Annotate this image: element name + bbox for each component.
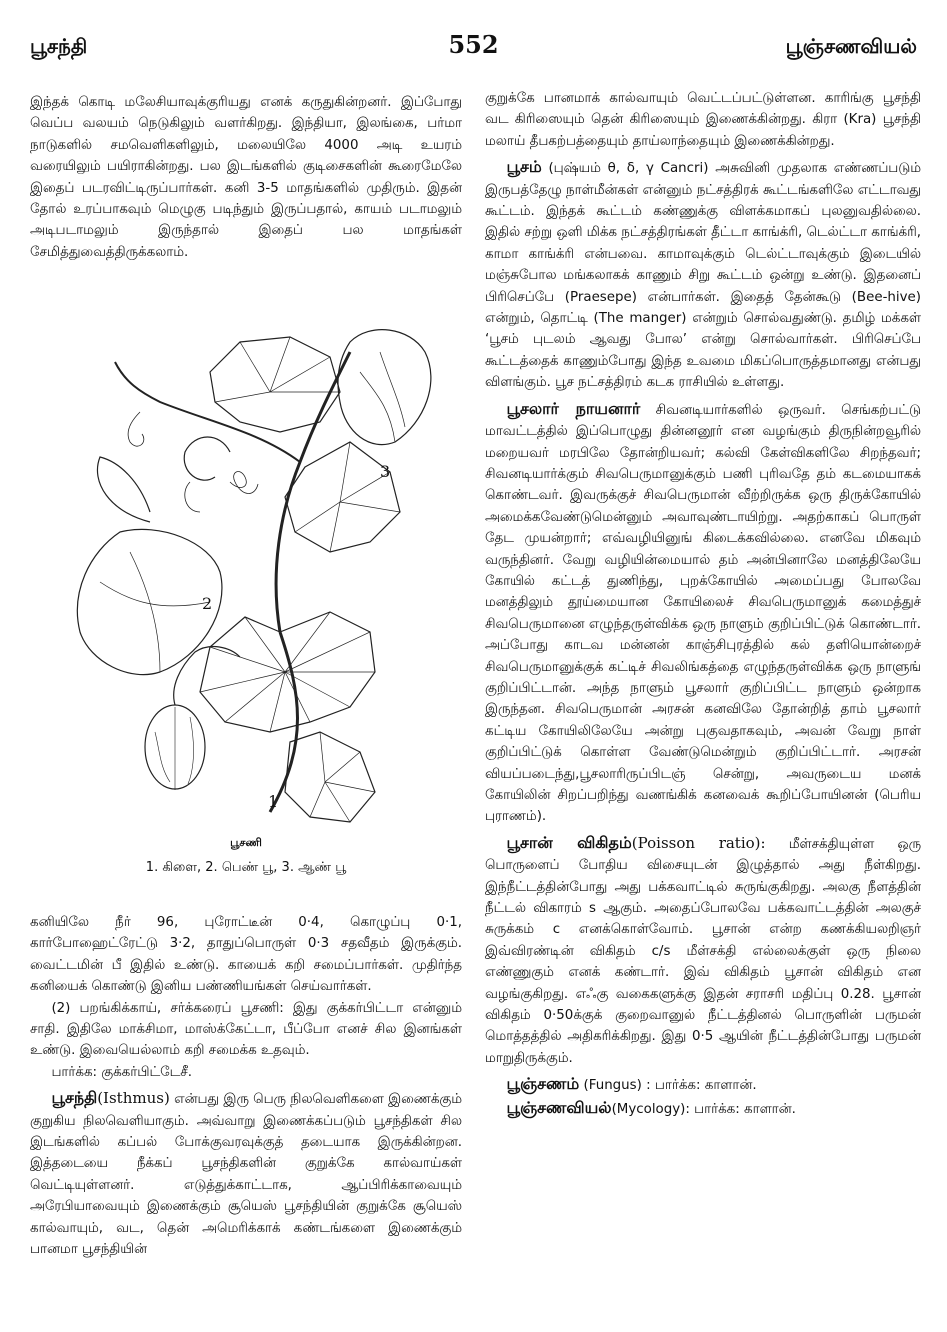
headword-latin: (Isthmus) <box>97 1089 170 1108</box>
entry-mycology <box>485 1097 921 1120</box>
entry-text: என்பது இரு பெரு நிலவெளிகளை இணைக்கும் குறுகிய நிலவெளியாகும். அவ்வாறு இணைக்கப்படும் பூசந்திகள் சில இடங்களில் கப்பல் போக்குவரவுக்குத் தடையாக இருக்கின்றன. இத்தடையை நீக்கப் பூசந்திகளின் குறுக்கே கால்வாய்கள் வெட்டியுள்ளனர். எடுத்துக்காட்டாக, ஆப்பிரிக்காவையும் அரேபியாவையும் இணைக்கும் சூயெஸ் பூசந்தியின் குறுக்கே சூயெஸ் கால்வாயும், வட, தென் அமெரிக்காக் கண்டங்களை இணைக்கும் பானமா பூசந்தியின் <box>30 1092 462 1258</box>
headword-latin: (Poisson ratio): <box>631 833 766 852</box>
headword: பூசம் <box>506 157 542 177</box>
see-also: பார்க்க: குக்கர்பிட்டேசீ. <box>51 1064 192 1080</box>
figure-label-1: 1 <box>268 792 279 811</box>
paragraph: குறுக்கே பானமாக் கால்வாயும் வெட்டப்பட்டுள்ளன. காரிங்கு பூசந்தி வட கிரிஸையும் தென் கிரிஸையும் இணைக்கின்றது. கிரா (Kra) பூசந்தி மலாய் தீபகற்பத்தையும் தாய்லாந்தையும் இணைக்கின்றது. <box>485 91 921 149</box>
entry-text: மீள்சக்தியுள்ள ஒரு பொருளைப் போதிய விசையுடன் இழுத்தால் அது நீள்கிறது. இந்நீட்டத்தின்போது அது பக்கவாட்டில் சுருங்குகிறது. அலகு நீளத்தின் நீட்டல் விகாரம் s ஆகும். அதைப்போலவே பக்கவாட்டத்தின் அலகுச் சுருக்கம் c எனக்கொள்வோம். பூசான் என்ற கணக்கியலறிஞர் இவ்விரண்டின் விகிதம் c/s மீள்சக்தி எல்லைக்குள் ஒரு நிலை எண்ணுகும் எனக் கண்டார். இவ் விகிதம் பூசான் விகிதம் என வழங்குகிறது. எஃகு வகைகளுக்கு இதன் சராசரி மதிப்பு 0.28. பூசான் விகிதம் 0·50க்குக் குறைவானுல் நீட்டத்தினல் பொருளின் பருமன் மொத்தத்தில் அதிகரிக்கிறது. இது 0·5 ஆயின் நீட்டத்தின்போது பருமன் மாறுதிருக்கும். <box>485 836 922 1066</box>
entry-poosalar <box>485 398 921 828</box>
figure-title: பூசணி <box>230 836 262 849</box>
paragraph: இந்தக் கொடி மலேசியாவுக்குரியது எனக் கருதுகின்றனர். இப்போது வெப்ப வலயம் நெடுகிலும் வளர்கிறது. இந்தியா, இலங்கை, பர்மா நாடுகளில் சமவெளிகளிலும், மலையிலே 4000 அடி உயரம் வரையிலும் பயிராகின்றது. பல இடங்களில் குடிசைகளின் கூரைமேலே இதைப் படரவிட்டிருப்பார்கள். கனி 3-5 மாதங்களில் முதிரும். இதன் தோல் உரப்பாகவும் மெழுகு படிந்தும் இருப்பதால், காயம் படாமலும் அடிபடாமலும் இருந்தால் இதைப் பல மாதங்கள் சேமித்துவைத்திருக்கலாம். <box>30 95 462 260</box>
entry-fungus <box>485 1073 921 1096</box>
entry-poisson <box>485 832 921 1069</box>
entry-text: சிவனடியார்களில் ஒருவர். செங்கற்பட்டு மாவட்டத்தில் இப்பொழுது தின்னனூர் என வழங்கும் திருநின்றவூரில் மறையவர் மரபிலே தோன்றியவர்; கல்வி கேள்விகளிலே சிறந்தவர்; சிவனடியார்க்கும் சிவபெருமானுக்கும் பணி புரிவதே தம் கடமையாகக் கொண்டவர். இவருக்குச் சிவபெருமான் வீற்றிருக்க ஒரு திருக்கோயில் அமைக்கவேண்டுமென்னும் அவாவுண்டாயிற்று. அதற்காகப் பொருள் தேட முயன்றார்; எவ்வழியினுங் கிடைக்கவில்லை. எனவே மிகவும் வருந்தினர். வேறு வழியின்மையால் தம் அன்பினாலே மனத்திலேயே கோயில் கட்டத் துணிந்து, புறக்கோயில் அமைப்பது போலவே மனத்திலும் தூய்மையான கோயிலைச் சிவபெருமானுக் கமைத்துச் சிவபெருமானை எழுந்தருள்விக்க ஒரு நாளும் குறிப்பிட்டுக் கொண்டார். அப்போது காடவ மன்னன் காஞ்சிபுரத்தில் கல் தளியொன்றைச் சிவபெருமானுக்குக் கட்டிச் சிவலிங்கத்தை எழுந்தருள்விக்க ஒரு நாளுங் குறிப்பிட்டான். அந்த நாளும் பூசலார் குறிப்பிட்ட நாளும் ஒன்றாக இருந்தன. சிவபெருமான் அரசன் கனவிலே தோன்றித் தாம் பூசலார் கட்டிய கோயிலிலேயே அன்று புகுவதாகவும், அவன் வேறு நாள் குறிப்பிட்டுக் கொள்ள வேண்டுமென்றும் குறிப்பிட்டார். அரசன் வியப்படைந்து,பூசலாரிருப்பிடஞ் சென்று, அவருடைய மனக் கோயிலின் சிறப்பறிந்து வணங்கிக் கனவைக் கூறிப்போயினன் (பெரிய புராணம்). <box>485 402 921 825</box>
headword: பூஞ்சணவியல் <box>506 1097 612 1117</box>
pumpkin-plant-drawing <box>30 312 462 832</box>
running-head-right: பூஞ்சணவியல் <box>785 34 917 58</box>
figure-caption: 1. கிளை, 2. பெண் பூ, 3. ஆண் பூ <box>145 860 347 875</box>
pumpkin-illustration <box>30 312 462 880</box>
left-column-top <box>30 92 462 263</box>
headword: பூஞ்சணம் <box>506 1074 580 1094</box>
headword: பூசான் விகிதம் <box>506 832 632 852</box>
paragraph: கனியிலே நீர் 96, புரோட்டீன் 0·4, கொழுப்பு 0·1, கார்போஹைட்ரேட்டு 3·2, தாதுப்பொருள் 0·3 சதவீதம் இருக்கும். வைட்டமின் பீ இதில் உண்டு. காயைக் கறி சமைப்பார்கள். முதிர்ந்த கனியைக் கொண்டு இனிய பண்ணியங்கள் செய்வார்கள். <box>30 915 462 995</box>
headword: பூசந்தி <box>51 1088 98 1108</box>
figure-label-3: 3 <box>380 462 391 481</box>
headword: பூசலார் நாயனார் <box>506 398 641 418</box>
left-column-bottom <box>30 912 462 1261</box>
entry-poosam <box>485 156 921 393</box>
right-column <box>485 88 921 1120</box>
entry-text: (Fungus) : பார்க்க: காளான். <box>583 1078 757 1094</box>
running-head-left: பூசந்தி <box>30 34 88 58</box>
entry-text: (Mycology): பார்க்க: காளான். <box>611 1101 796 1117</box>
entry-text: (புஷ்யம் θ, δ, γ Cancri) அசுவினி முதலாக எண்ணப்படும் இருபத்தேழு நாள்மீன்கள் என்னும் நட்சத்திரக் கூட்டங்களிலே எட்டாவது கூட்டம். இந்தக் கூட்டம் கண்ணுக்கு விளக்கமாகப் புலனுவதில்லை. இதில் சற்று ஒளி மிக்க நட்சத்திரங்கள் தீட்டா காங்க்ரி, டெல்ட்டா காங்க்ரி, காமா காங்க்ரி என்பவை. காமாவுக்கும் டெல்ட்டாவுக்கும் இடையில் மஞ்சுபோல மங்கலாகக் காணும் சிறு கூட்டம் ஒன்று உண்டு. இதனைப் பிரிசெப்பே (Praesepe) என்பார்கள். இதைத் தேன்கூடு (Bee-hive) என்றும், தொட்டி (The manger) என்றும் சொல்வதுண்டு. தமிழ் மக்கள் ‘பூசம் புடலம் ஆவது போல’ என்று சொல்வார்கள். பிரிசெப்பே கூட்டத்தைக் காணும்போது இந்த உவமை மிகப்பொருத்தமானது என்பது விளங்கும். பூச நட்சத்திரம் கடக ராசியில் உள்ளது. <box>485 161 921 391</box>
figure-label-2: 2 <box>202 594 213 613</box>
entry-isthmus <box>30 1087 462 1260</box>
page-number: 552 <box>448 30 499 59</box>
paragraph: (2) பறங்கிக்காய், சர்க்கரைப் பூசணி: இது குக்கர்பிட்டா என்னும் சாதி. இதிலே மாக்சிமா, மாஸ்க்கேட்டா, பீப்போ எனச் சில இனங்கள் உண்டு. இவையெல்லாம் கறி சமைக்க உதவும். <box>30 1000 462 1059</box>
